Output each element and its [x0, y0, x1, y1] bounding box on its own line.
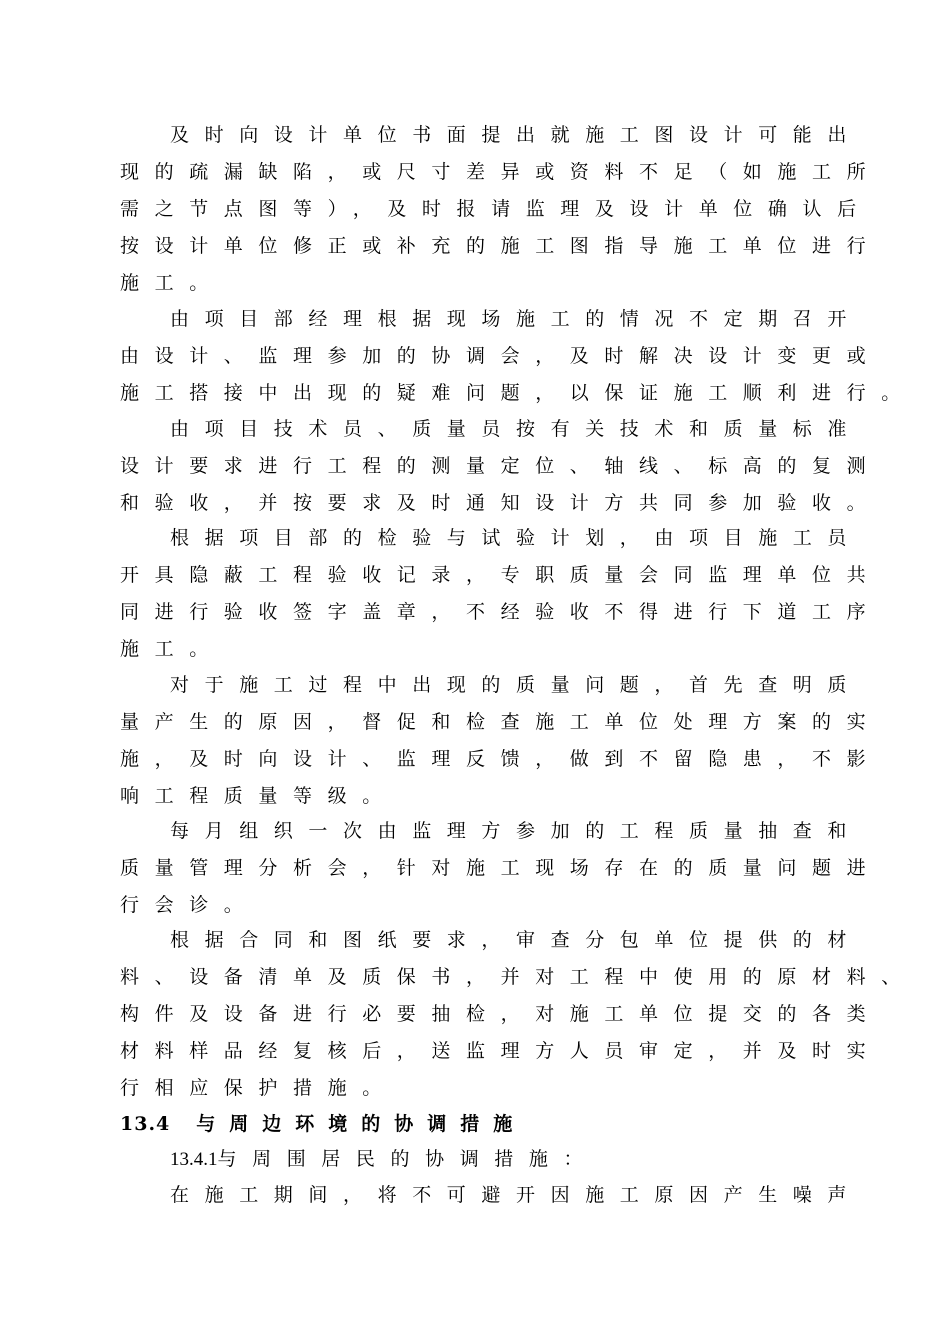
- text-line: 行相应保护措施。: [120, 1077, 397, 1099]
- text-line: 根据合同和图纸要求，审查分包单位提供的材: [170, 929, 863, 951]
- subsection-heading: [170, 1144, 598, 1174]
- text-line: 在施工期间，将不可避开因施工原因产生噪声: [170, 1184, 863, 1206]
- text-line: 同进行验收签字盖章，不经验收不得进行下道工序: [120, 601, 882, 623]
- text-line: 需之节点图等），及时报请监理及设计单位确认后: [120, 198, 872, 220]
- subsection-title: 与周围居民的协调措施：: [217, 1148, 599, 1170]
- text-line: 量产生的原因，督促和检查施工单位处理方案的实: [120, 711, 882, 733]
- text-line: 根据项目部的检验与试验计划，由项目施工员: [170, 527, 863, 549]
- text-line: 和验收，并按要求及时通知设计方共同参加验收。: [120, 492, 882, 514]
- text-line: 及时向设计单位书面提出就施工图设计可能出: [170, 124, 863, 146]
- text-line: 由项目部经理根据现场施工的情况不定期召开: [170, 308, 863, 330]
- section-number: 13.4: [120, 1113, 171, 1135]
- section-heading: [120, 1109, 526, 1139]
- text-line: 开具隐蔽工程验收记录，专职质量会同监理单位共: [120, 564, 882, 586]
- text-line: 由项目技术员、质量员按有关技术和质量标准: [170, 418, 863, 440]
- text-line: 构件及设备进行必要抽检，对施工单位提交的各类: [120, 1003, 882, 1025]
- text-line: 质量管理分析会，针对施工现场存在的质量问题进: [120, 857, 882, 879]
- text-line: 设计要求进行工程的测量定位、轴线、标高的复测: [120, 455, 882, 477]
- text-line: 对于施工过程中出现的质量问题，首先查明质: [170, 674, 863, 696]
- text-line: 材料样品经复核后，送监理方人员审定，并及时实: [120, 1040, 882, 1062]
- text-line: 按设计单位修正或补充的施工图指导施工单位进行: [120, 235, 882, 257]
- text-line: 由设计、监理参加的协调会，及时解决设计变更或: [120, 345, 882, 367]
- text-line: 响工程质量等级。: [120, 785, 397, 807]
- text-line: 每月组织一次由监理方参加的工程质量抽查和: [170, 820, 863, 842]
- text-line: 施工搭接中出现的疑难问题，以保证施工顺利进行。: [120, 382, 916, 404]
- text-line: 料、设备清单及质保书，并对工程中使用的原材料、: [120, 966, 916, 988]
- text-line: 现的疏漏缺陷，或尺寸差异或资料不足（如施工所: [120, 161, 882, 183]
- text-line: 施，及时向设计、监理反馈，做到不留隐患，不影: [120, 748, 882, 770]
- text-line: 行会诊。: [120, 894, 259, 916]
- text-line: 施工。: [120, 272, 224, 294]
- subsection-number: 13.4.1: [170, 1149, 218, 1170]
- section-title: 与周边环境的协调措施: [196, 1113, 527, 1135]
- text-line: 施工。: [120, 638, 224, 660]
